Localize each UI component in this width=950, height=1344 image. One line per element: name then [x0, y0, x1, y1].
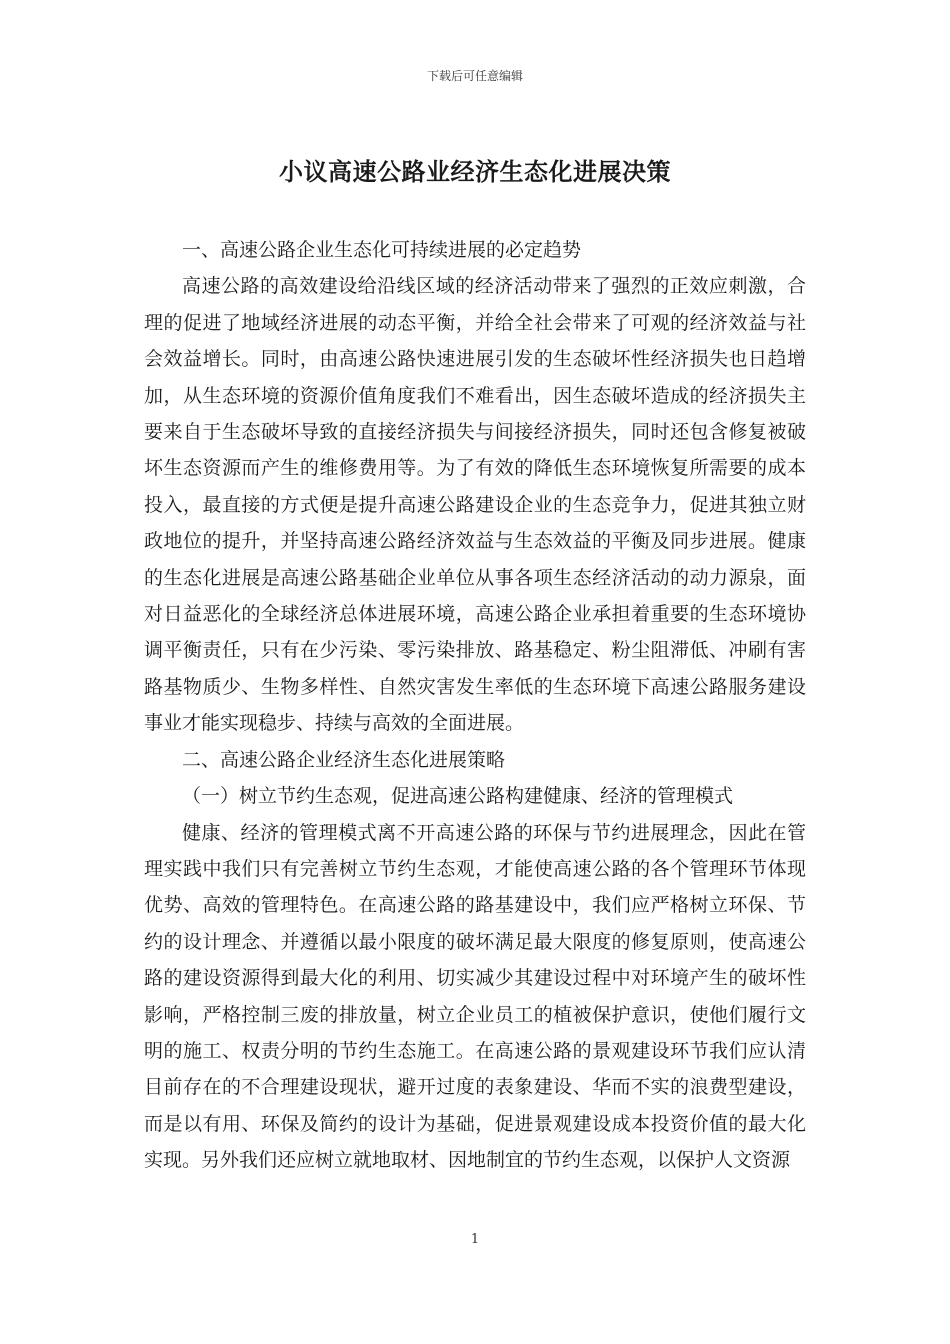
section-heading-1: 一、高速公路企业生态化可持续进展的必定趋势	[182, 239, 582, 261]
header-note: 下载后可任意编辑	[426, 69, 523, 83]
document-body	[144, 232, 806, 1179]
document-title: 小议高速公路业经济生态化进展决策	[279, 157, 671, 186]
body-paragraph-2: 健康、经济的管理模式离不开高速公路的环保与节约进展理念，因此在管理实践中我们只有完善树立节约生态观，才能使高速公路的各个管理环节体现优势、高效的管理特色。在高速公路的路基建设中，我们应严格树立环保、节约的设计理念、并遵循以最小限度的破坏满足最大限度的修复原则，使高速公路的建设资源得到最大化的利用、切实减少其建设过程中对环境产生的破坏性影响，严格控制三废的排放量，树立企业员工的植被保护意识，使他们履行文明的施工、权责分明的节约生态施工。在高速公路的景观建设环节我们应认清目前存在的不合理建设现状，避开过度的表象建设、华而不实的浪费型建设，而是以有用、环保及简约的设计为基础，促进景观建设成本投资价值的最大化实现。另外我们还应树立就地取材、因地制宜的节约生态观，以保护人文资源	[144, 821, 806, 1172]
page-number: 1	[470, 1232, 480, 1247]
section-heading-2: 二、高速公路企业经济生态化进展策略	[182, 748, 506, 771]
body-paragraph-1: 高速公路的高效建设给沿线区域的经济活动带来了强烈的正效应刺激，合理的促进了地域经济进展的动态平衡，并给全社会带来了可观的经济效益与社会效益增长。同时，由高速公路快速进展引发的生态破坏性经济损失也日趋增加，从生态环境的资源价值角度我们不难看出，因生态破坏造成的经济损失主要来自于生态破坏导致的直接经济损失与间接经济损失，同时还包含修复被破坏生态资源而产生的维修费用等。为了有效的降低生态环境恢复所需要的成本投入，最直接的方式便是提升高速公路建设企业的生态竞争力，促进其独立财政地位的提升，并坚持高速公路经济效益与生态效益的平衡及同步进展。健康的生态化进展是高速公路基础企业单位从事各项生态经济活动的动力源泉，面对日益恶化的全球经济总体进展环境，高速公路企业承担着重要的生态环境协调平衡责任，只有在少污染、零污染排放、路基稳定、粉尘阻滞低、冲刷有害路基物质少、生物多样性、自然灾害发生率低的生态环境下高速公路服务建设事业才能实现稳步、持续与高效的全面进展。	[144, 275, 806, 735]
subsection-heading-1: （一）树立节约生态观，促进高速公路构建健康、经济的管理模式	[182, 785, 734, 808]
